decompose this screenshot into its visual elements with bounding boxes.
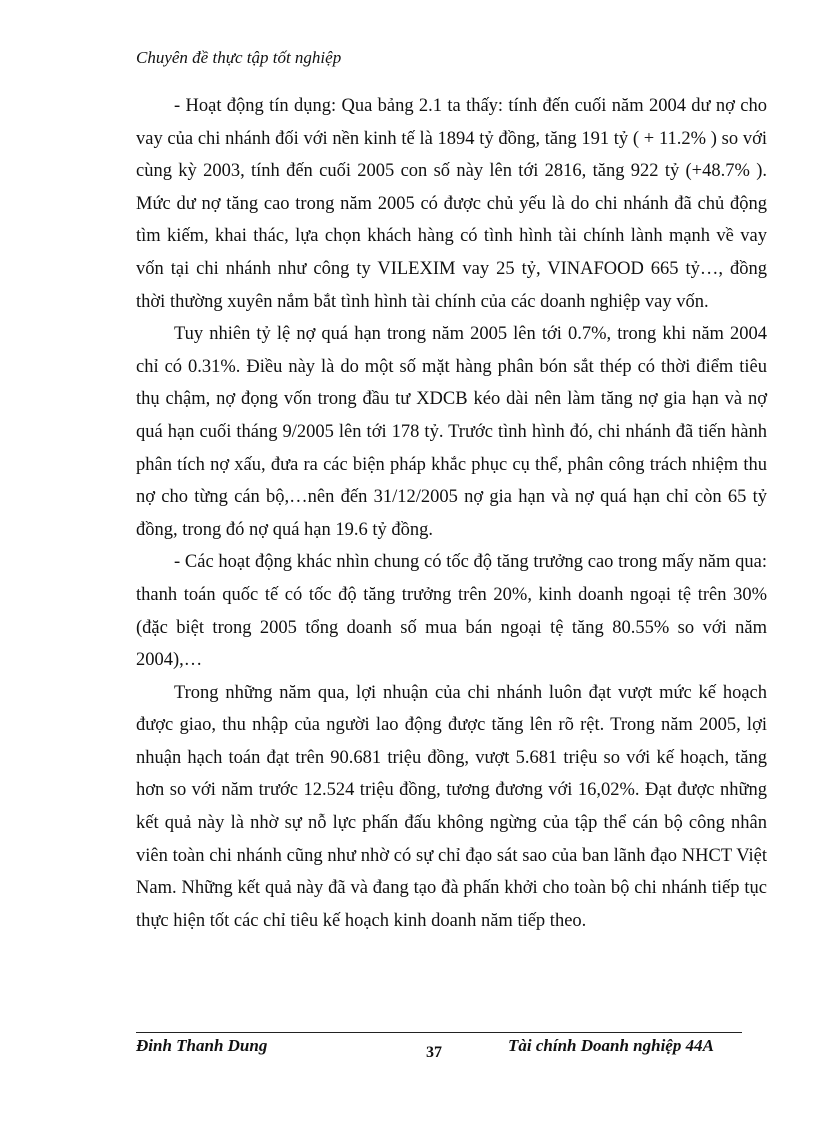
- paragraph-overdue-debt: Tuy nhiên tỷ lệ nợ quá hạn trong năm 2005 lên tới 0.7%, trong khi năm 2004 chỉ có 0.31%. Điều này là do một số mặt hàng phân bón sắt thép có thời điểm tiêu thụ chậm, nợ đọng vốn trong đầu tư XDCB kéo dài nên làm tăng nợ gia hạn và nợ quá hạn cuối tháng 9/2005 lên tới 178 tỷ. Trước tình hình đó, chi nhánh đã tiến hành phân tích nợ xấu, đưa ra các biện pháp khắc phục cụ thể, phân công trách nhiệm thu nợ cho từng cán bộ,…nên đến 31/12/2005 nợ gia hạn và nợ quá hạn chỉ còn 65 tỷ đồng, trong đó nợ quá hạn 19.6 tỷ đồng.: [136, 324, 767, 540]
- document-body: [136, 90, 767, 937]
- footer-divider: [136, 1032, 742, 1033]
- paragraph-credit-activity: - Hoạt động tín dụng: Qua bảng 2.1 ta thấy: tính đến cuối năm 2004 dư nợ cho vay của chi nhánh đối với nền kinh tế là 1894 tỷ đồng, tăng 191 tỷ ( + 11.2% ) so với cùng kỳ 2003, tính đến cuối 2005 con số này lên tới 2816, tăng 922 tỷ (+48.7% ). Mức dư nợ tăng cao trong năm 2005 có được chủ yếu là do chi nhánh đã chủ động tìm kiếm, khai thác, lựa chọn khách hàng có tình hình tài chính lành mạnh về vay vốn tại chi nhánh như công ty VILEXIM vay 25 tỷ, VINAFOOD 665 tỷ…, đồng thời thường xuyên nắm bắt tình hình tài chính của các doanh nghiệp vay vốn.: [136, 96, 767, 312]
- footer-author: Đinh Thanh Dung: [136, 1036, 268, 1055]
- paragraph-other-activities: - Các hoạt động khác nhìn chung có tốc độ tăng trưởng cao trong mấy năm qua: thanh toán quốc tế có tốc độ tăng trưởng trên 20%, kinh doanh ngoại tệ trên 30% (đặc biệt trong 2005 tổng doanh số mua bán ngoại tệ tăng 80.55% so với năm 2004),…: [136, 552, 767, 671]
- page-number: 37: [426, 1044, 442, 1061]
- page-header-title: Chuyên đề thực tập tốt nghiệp: [136, 48, 342, 67]
- paragraph-profit-results: Trong những năm qua, lợi nhuận của chi nhánh luôn đạt vượt mức kế hoạch được giao, thu nhập của người lao động được tăng lên rõ rệt. Trong năm 2005, lợi nhuận hạch toán đạt trên 90.681 triệu đồng, vượt 5.681 triệu so với kế hoạch, tăng hơn so với năm trước 12.524 triệu đồng, tương đương với 16,02%. Đạt được những kết quả này là nhờ sự nỗ lực phấn đấu không ngừng của tập thể cán bộ công nhân viên toàn chi nhánh cũng như nhờ có sự chỉ đạo sát sao của ban lãnh đạo NHCT Việt Nam. Những kết quả này đã và đang tạo đà phấn khởi cho toàn bộ chi nhánh tiếp tục thực hiện tốt các chỉ tiêu kế hoạch kinh doanh năm tiếp theo.: [136, 682, 767, 931]
- footer-department: Tài chính Doanh nghiệp 44A: [508, 1036, 714, 1055]
